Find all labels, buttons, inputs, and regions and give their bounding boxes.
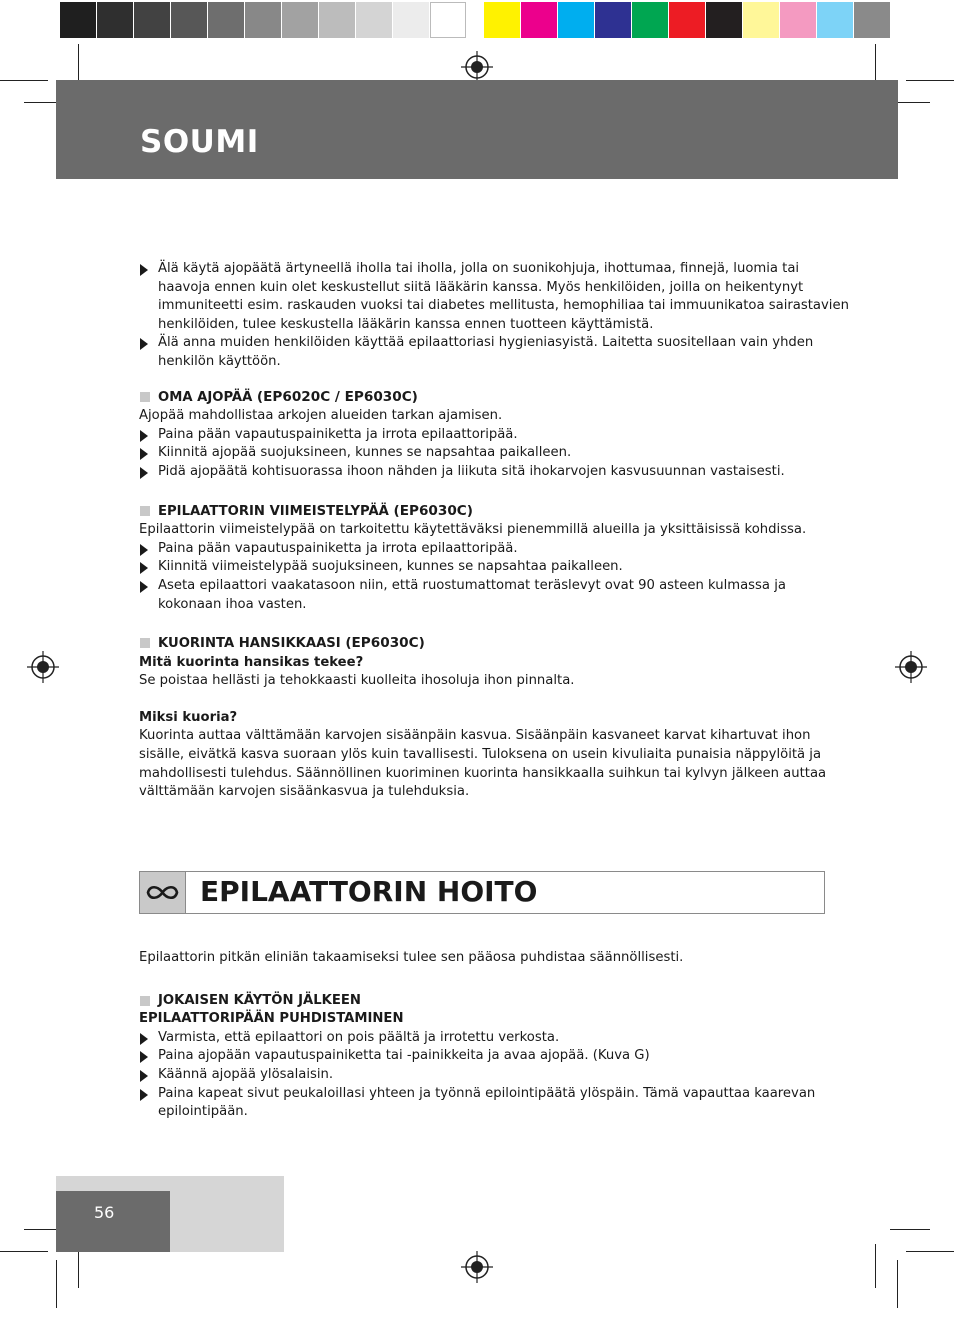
bullet-arrow-icon — [140, 1033, 148, 1045]
color-swatch — [171, 2, 207, 38]
color-swatch-bar — [484, 2, 891, 38]
section-heading-viimeistelypaa: EPILAATTORIN VIIMEISTELYPÄÄ (EP6030C) — [139, 502, 851, 522]
crop-mark — [0, 80, 48, 81]
question-heading: Miksi kuoria? — [139, 709, 238, 725]
question-heading: Mitä kuorinta hansikas tekee? — [139, 654, 364, 670]
section-subheading: EPILAATTORIPÄÄN PUHDISTAMINEN — [139, 1011, 404, 1027]
page-number-box — [56, 1191, 170, 1252]
registration-mark-icon — [461, 1251, 493, 1283]
bullet-arrow-icon — [140, 1070, 148, 1082]
registration-mark-icon — [895, 651, 927, 683]
section-heading-oma-ajopaa: OMA AJOPÄÄ (EP6020C / EP6030C) — [139, 388, 851, 408]
list-item: Paina pään vapautuspainiketta ja irrota epilaattoripää. — [139, 426, 851, 445]
color-swatch — [632, 2, 668, 38]
page-number: 56 — [94, 1203, 115, 1222]
square-bullet-icon — [140, 506, 150, 516]
square-bullet-icon — [140, 996, 150, 1006]
color-swatch — [706, 2, 742, 38]
color-swatch — [558, 2, 594, 38]
page-title: SOUMI — [140, 124, 259, 160]
bullet-arrow-icon — [140, 1089, 148, 1101]
list-item: Älä käytä ajopäätä ärtyneellä iholla tai iholla, jolla on suonikohjuja, ihottumaa, finnejä, luomia tai haavoja ennen kuin olet keskustellut siitä lääkärin kanssa. Myös henkilöiden, joilla on heikentynyt immuniteetti esim. raskauden vuoksi tai diabetes mellitusta, hemophiliaa tai immuunikatoa sairastavien henkilöiden, tulee keskustella lääkärin kanssa ennen tuotteen käyttämistä. — [139, 260, 851, 334]
bullet-arrow-icon — [140, 338, 148, 350]
color-swatch — [393, 2, 429, 38]
list-item: Käännä ajopää ylösalaisin. — [139, 1066, 851, 1085]
color-swatch — [356, 2, 392, 38]
bullet-arrow-icon — [140, 562, 148, 574]
list-item: Kiinnitä ajopää suojuksineen, kunnes se napsahtaa paikalleen. — [139, 444, 851, 463]
list-item: Älä anna muiden henkilöiden käyttää epilaattoriasi hygieniasyistä. Laitetta suositellaan vain yhden henkilön käyttöön. — [139, 334, 851, 371]
color-swatch — [430, 2, 466, 38]
section-intro: Epilaattorin pitkän eliniän takaamiseksi tulee sen pääosa puhdistaa säännöllisesti. — [139, 950, 684, 965]
bullet-arrow-icon — [140, 448, 148, 460]
list-item: Paina kapeat sivut peukaloillasi yhteen ja työnnä epilointipäätä ylöspäin. Tämä vapauttaa kaarevan epilointipään. — [139, 1085, 851, 1122]
section-heading-puhdistaminen: JOKAISEN KÄYTÖN JÄLKEEN — [139, 992, 851, 1011]
section-intro: Epilaattorin viimeistelypää on tarkoitettu käytettäväksi pienemmillä alueilla ja yksittäisissä kohdissa. — [139, 522, 807, 538]
color-swatch — [817, 2, 853, 38]
color-swatch — [521, 2, 557, 38]
gray-swatch-bar — [60, 2, 467, 38]
crop-mark — [56, 1260, 57, 1308]
crop-mark — [890, 1229, 930, 1230]
crop-mark — [906, 1251, 954, 1252]
main-content — [139, 260, 851, 802]
bullet-arrow-icon — [140, 544, 148, 556]
header-band — [56, 80, 898, 179]
crop-mark — [0, 1251, 48, 1252]
color-swatch — [854, 2, 890, 38]
color-swatch — [97, 2, 133, 38]
color-swatch — [319, 2, 355, 38]
square-bullet-icon — [140, 638, 150, 648]
section-title: EPILAATTORIN HOITO — [200, 875, 538, 908]
crop-mark — [875, 1244, 876, 1288]
list-item: Kiinnitä viimeistelypää suojuksineen, kunnes se napsahtaa paikalleen. — [139, 558, 851, 577]
bullet-arrow-icon — [140, 264, 148, 276]
hoito-content — [139, 949, 851, 1122]
list-item: Varmista, että epilaattori on pois päältä ja irrotettu verkosta. — [139, 1029, 851, 1048]
color-swatch — [780, 2, 816, 38]
crop-mark — [906, 80, 954, 81]
answer-text: Kuorinta auttaa välttämään karvojen sisäänpäin kasvua. Sisäänpäin kasvaneet karvat kihartuvat ihon sisälle, eivätkä kasva suoraan ylös kuin tavallisesti. Tuloksena on usein kivuliaita punaisia näppylöitä ja mahdollisesti tulehdus. Säännöllinen kuoriminen kuorinta hansikkaalla suihkun tai kylvyn jälkeen auttaa välttämään karvojen sisäänkasvua ja tulehduksia. — [139, 728, 827, 800]
color-swatch — [134, 2, 170, 38]
bullet-arrow-icon — [140, 1051, 148, 1063]
color-swatch — [282, 2, 318, 38]
color-swatch — [484, 2, 520, 38]
list-item: Paina ajopään vapautuspainiketta tai -painikkeita ja avaa ajopää. (Kuva G) — [139, 1047, 851, 1066]
bullet-arrow-icon — [140, 430, 148, 442]
answer-text: Se poistaa hellästi ja tehokkaasti kuolleita ihosoluja ihon pinnalta. — [139, 673, 575, 689]
bullet-arrow-icon — [140, 467, 148, 479]
color-swatch — [669, 2, 705, 38]
registration-mark-icon — [27, 651, 59, 683]
crop-mark — [897, 1260, 898, 1308]
list-item: Paina pään vapautuspainiketta ja irrota epilaattoripää. — [139, 540, 851, 559]
list-item: Aseta epilaattori vaakatasoon niin, että ruostumattomat teräslevyt ovat 90 asteen kulmassa ja kokonaan ihoa vasten. — [139, 577, 851, 614]
color-swatch — [743, 2, 779, 38]
color-swatch — [245, 2, 281, 38]
square-bullet-icon — [140, 392, 150, 402]
registration-mark-icon — [461, 51, 493, 83]
infinity-icon — [140, 872, 186, 913]
section-title-box — [139, 871, 825, 914]
color-swatch — [208, 2, 244, 38]
list-item: Pidä ajopäätä kohtisuorassa ihoon nähden ja liikuta sitä ihokarvojen kasvusuunnan vastaisesti. — [139, 463, 851, 482]
section-heading-kuorinta: KUORINTA HANSIKKAASI (EP6030C) — [139, 634, 851, 654]
color-swatch — [60, 2, 96, 38]
section-intro: Ajopää mahdollistaa arkojen alueiden tarkan ajamisen. — [139, 408, 503, 424]
color-swatch — [595, 2, 631, 38]
bullet-arrow-icon — [140, 581, 148, 593]
